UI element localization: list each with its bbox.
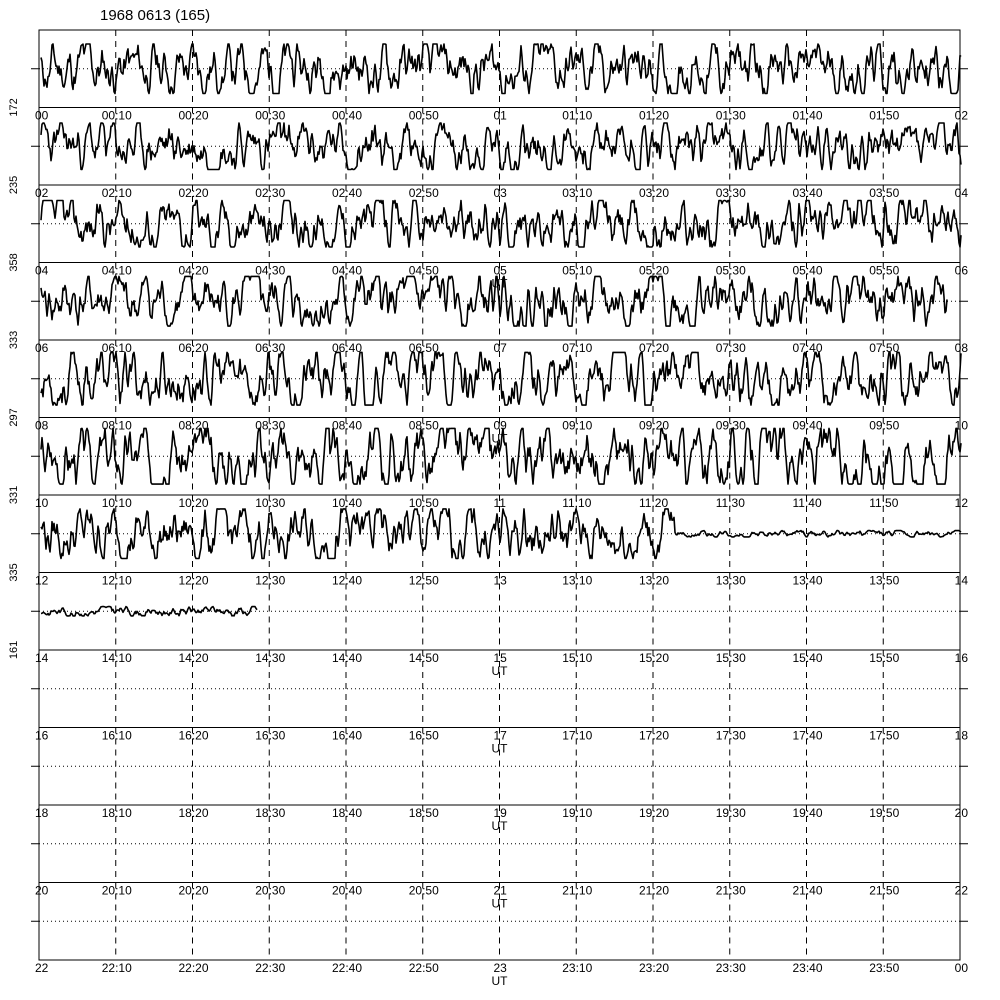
tick-label: 13:50	[869, 573, 900, 588]
tick-label: 09:20	[639, 418, 670, 433]
tick-label: 21	[493, 883, 507, 898]
tick-label: 05:30	[715, 263, 746, 278]
side-label: 161	[8, 640, 20, 660]
tick-label: 04	[35, 263, 49, 278]
tick-label: 14:20	[178, 651, 209, 665]
tick-label: 06:50	[408, 341, 439, 355]
tick-label: 23:40	[792, 961, 823, 975]
tick-label: 21:50	[869, 883, 900, 898]
tick-label: 06:10	[101, 341, 132, 355]
side-label: 331	[8, 485, 20, 505]
tick-label: 04:30	[255, 263, 286, 278]
tick-label: 04:50	[408, 263, 439, 278]
tick-label: 12:50	[408, 573, 439, 588]
tick-label: 03:10	[562, 186, 593, 200]
tick-label: 00	[954, 961, 968, 975]
panel-4	[8, 263, 968, 356]
panel-6	[8, 418, 968, 511]
side-label: 297	[8, 408, 20, 427]
tick-label: 02	[35, 186, 49, 200]
tick-label: 12:10	[101, 573, 132, 588]
tick-label: 14:10	[101, 651, 132, 665]
tick-label: 05:10	[562, 263, 593, 278]
tick-label: 18:30	[255, 806, 286, 820]
tick-label: 15:20	[639, 651, 670, 665]
tick-label: 09:10	[562, 418, 593, 433]
tick-label: 07:30	[715, 341, 746, 355]
tick-label: 12:30	[255, 573, 286, 588]
tick-label: 12	[35, 573, 49, 588]
tick-label: 10:10	[101, 496, 132, 510]
tick-label: 17:10	[562, 728, 593, 743]
tick-label: 17:40	[792, 728, 823, 743]
tick-label: 07	[493, 341, 507, 355]
tick-label: 07:20	[639, 341, 670, 355]
tick-label: 20:40	[332, 883, 363, 898]
tick-label: 19:10	[562, 806, 593, 820]
tick-label: 04:40	[332, 263, 363, 278]
tick-label: 10:30	[255, 496, 286, 510]
tick-label: 03	[493, 186, 507, 200]
tick-label: 11:10	[562, 496, 592, 510]
tick-label: 20	[954, 806, 968, 820]
tick-label: 22	[35, 961, 49, 975]
tick-label: 01:20	[639, 108, 670, 123]
tick-label: 19:30	[715, 806, 746, 820]
tick-label: 09	[493, 418, 507, 433]
tick-label: 15	[493, 651, 507, 665]
tick-label: 19	[493, 806, 507, 820]
tick-label: 18:10	[101, 806, 132, 820]
tick-label: 18	[954, 728, 968, 743]
tick-label: 03:40	[792, 186, 823, 200]
tick-label: 18:40	[332, 806, 363, 820]
tick-label: 17:30	[715, 728, 746, 743]
tick-label: 16:10	[101, 728, 132, 743]
tick-label: 11:50	[869, 496, 899, 510]
tick-label: 16:40	[332, 728, 363, 743]
tick-label: 08:50	[408, 418, 439, 433]
tick-label: 16	[954, 651, 968, 665]
tick-label: 07:40	[792, 341, 823, 355]
tick-label: 08:40	[332, 418, 363, 433]
tick-label: 12:40	[332, 573, 363, 588]
side-label: 172	[8, 98, 20, 117]
tick-label: 07:50	[869, 341, 900, 355]
ut-label: UT	[491, 741, 508, 756]
side-label: 335	[8, 563, 20, 582]
tick-label: 08:10	[101, 418, 132, 433]
tick-label: 11:40	[792, 496, 822, 510]
tick-label: 01:50	[869, 108, 900, 123]
tick-label: 18:50	[408, 806, 439, 820]
tick-label: 06:40	[332, 341, 363, 355]
tick-label: 10:40	[332, 496, 363, 510]
tick-label: 23:20	[639, 961, 670, 975]
tick-label: 02:50	[408, 186, 439, 200]
side-label: 235	[8, 175, 20, 195]
tick-label: 22:40	[332, 961, 363, 975]
tick-label: 11:30	[715, 496, 745, 510]
trace-line	[41, 607, 257, 616]
tick-label: 19:50	[869, 806, 900, 820]
tick-label: 14	[35, 651, 49, 665]
panel-7	[8, 495, 968, 588]
tick-label: 23:50	[869, 961, 900, 975]
tick-label: 08:30	[255, 418, 286, 433]
tick-label: 16:30	[255, 728, 286, 743]
tick-label: 04:10	[101, 263, 132, 278]
tick-label: 22:50	[408, 961, 439, 975]
side-label: 333	[8, 330, 20, 350]
tick-label: 23	[493, 961, 507, 975]
tick-label: 03:30	[715, 186, 746, 200]
side-label: 358	[8, 253, 20, 272]
tick-label: 06	[954, 263, 968, 278]
tick-label: 19:20	[639, 806, 670, 820]
tick-label: 00:50	[408, 108, 439, 123]
tick-label: 10	[35, 496, 49, 510]
tick-label: 20:50	[408, 883, 439, 898]
tick-label: 14:50	[408, 651, 439, 665]
tick-label: 02:40	[332, 186, 363, 200]
tick-label: 02	[954, 108, 968, 123]
tick-label: 08	[35, 418, 49, 433]
tick-label: 01:40	[792, 108, 823, 123]
tick-label: 12:20	[178, 573, 209, 588]
tick-label: 18:20	[178, 806, 209, 820]
tick-label: 09:30	[715, 418, 746, 433]
tick-label: 12	[954, 496, 968, 510]
tick-label: 02:20	[178, 186, 209, 200]
tick-label: 02:30	[255, 186, 286, 200]
tick-label: 09:50	[869, 418, 900, 433]
tick-label: 11	[493, 496, 506, 510]
tick-label: 00:10	[101, 108, 132, 123]
tick-label: 23:10	[562, 961, 593, 975]
tick-label: 16:50	[408, 728, 439, 743]
tick-label: 20	[35, 883, 49, 898]
tick-label: 02:10	[101, 186, 132, 200]
tick-label: 10:20	[178, 496, 209, 510]
tick-label: 20:10	[101, 883, 132, 898]
tick-label: 18	[35, 806, 49, 820]
tick-label: 13:40	[792, 573, 823, 588]
tick-label: 10	[954, 418, 968, 433]
tick-label: 06:20	[178, 341, 209, 355]
tick-label: 03:50	[869, 186, 900, 200]
tick-label: 21:30	[715, 883, 746, 898]
tick-label: 07:10	[562, 341, 593, 355]
tick-label: 01:30	[715, 108, 746, 123]
tick-label: 08	[954, 341, 968, 355]
panel-3	[8, 185, 968, 291]
tick-label: 04	[954, 186, 968, 200]
chart-title: 1968 0613 (165)	[100, 7, 211, 24]
tick-label: 15:40	[792, 651, 823, 665]
tick-label: 08:20	[178, 418, 209, 433]
tick-label: 20:30	[255, 883, 286, 898]
panel-12	[31, 883, 968, 989]
tick-label: 22:20	[178, 961, 209, 975]
tick-label: 20:20	[178, 883, 209, 898]
tick-label: 06	[35, 341, 49, 355]
tick-label: 13:30	[715, 573, 746, 588]
tick-label: 13:20	[639, 573, 670, 588]
tick-label: 01	[493, 108, 507, 123]
panel-2	[8, 108, 968, 201]
ut-label: UT	[491, 276, 508, 291]
tick-label: 21:10	[562, 883, 593, 898]
tick-label: 05	[493, 263, 507, 278]
tick-label: 06:30	[255, 341, 286, 355]
panel-8	[8, 573, 968, 679]
tick-label: 00:30	[255, 108, 286, 123]
tick-label: 01:10	[562, 108, 593, 123]
tick-label: 00:40	[332, 108, 363, 123]
tick-label: 16	[35, 728, 49, 743]
tick-label: 09:40	[792, 418, 823, 433]
tick-label: 22:30	[255, 961, 286, 975]
ut-label: UT	[491, 896, 508, 911]
tick-label: 10:50	[408, 496, 439, 510]
tick-label: 05:20	[639, 263, 670, 278]
tick-label: 17	[493, 728, 507, 743]
tick-label: 15:30	[715, 651, 746, 665]
tick-label: 23:30	[715, 961, 746, 975]
panels	[8, 30, 968, 988]
tick-label: 14	[954, 573, 968, 588]
tick-label: 00:20	[178, 108, 209, 123]
tick-label: 16:20	[178, 728, 209, 743]
tick-label: 21:40	[792, 883, 823, 898]
tick-label: 22	[954, 883, 968, 898]
tick-label: 15:10	[562, 651, 593, 665]
ut-label: UT	[491, 664, 508, 678]
ut-label: UT	[491, 819, 508, 833]
tick-label: 14:40	[332, 651, 363, 665]
tick-label: 05:40	[792, 263, 823, 278]
tick-label: 21:20	[639, 883, 670, 898]
tick-label: 00	[35, 108, 49, 123]
tick-label: 13:10	[562, 573, 593, 588]
tick-label: 13	[493, 573, 507, 588]
panel-1	[8, 30, 968, 123]
tick-label: 22:10	[101, 961, 132, 975]
tick-label: 19:40	[792, 806, 823, 820]
tick-label: 15:50	[869, 651, 900, 665]
tick-label: 04:20	[178, 263, 209, 278]
tick-label: 11:20	[639, 496, 669, 510]
tick-label: 17:50	[869, 728, 900, 743]
tick-label: 17:20	[639, 728, 670, 743]
ut-label: UT	[491, 431, 508, 446]
ut-label: UT	[491, 974, 508, 988]
tick-label: 03:20	[639, 186, 670, 200]
tick-label: 14:30	[255, 651, 286, 665]
tick-label: 05:50	[869, 263, 900, 278]
